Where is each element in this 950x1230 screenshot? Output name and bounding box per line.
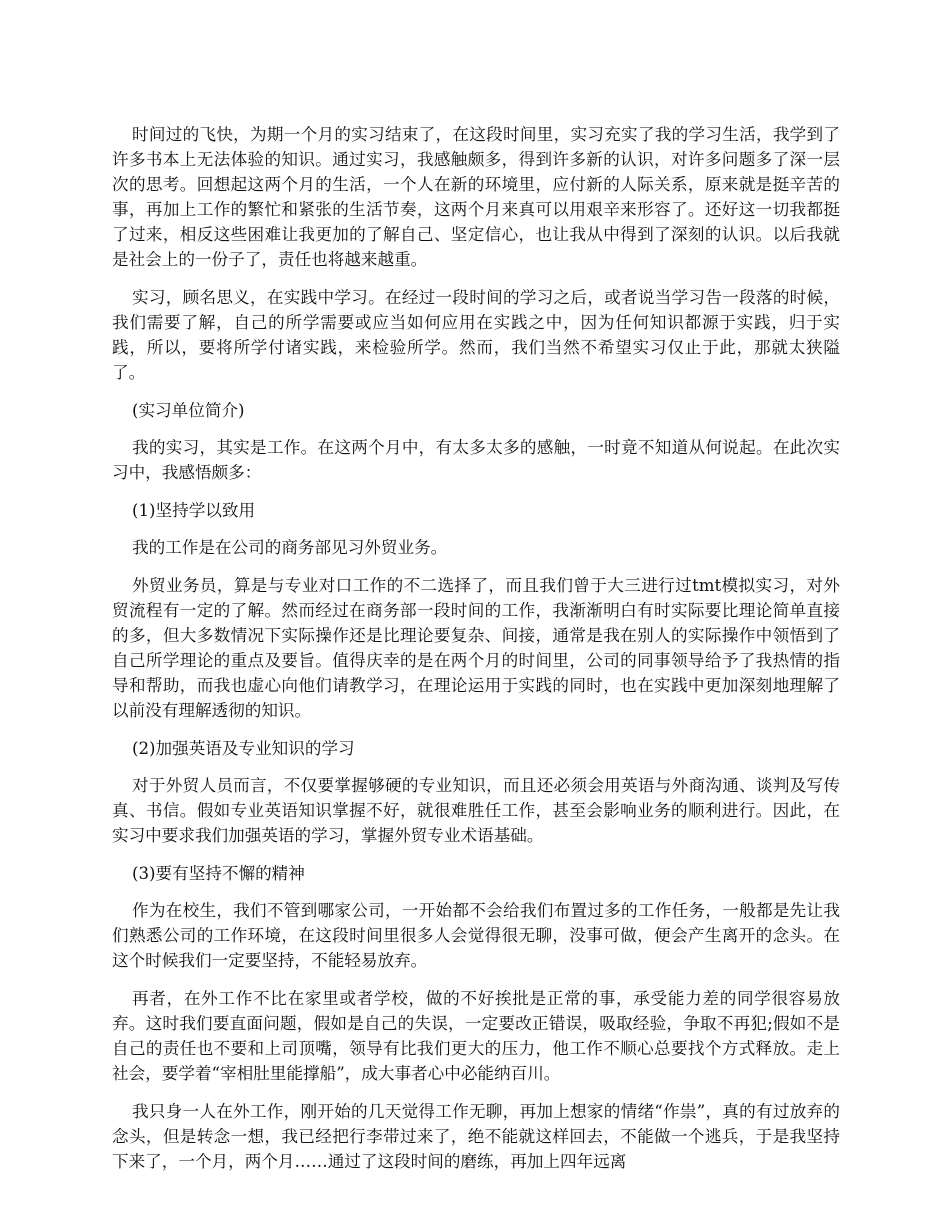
paragraph-working-alone: 我只身一人在外工作，刚开始的几天觉得工作无聊，再加上想家的情绪“作祟”，真的有过放弃的念头，但是转念一想，我已经把行李带过来了，绝不能就这样回去，不能做一个逃兵，于是我坚持下来了，一个月，两个月……通过了这段时间的磨练，再加上四年远离 bbox=[112, 1102, 840, 1171]
document-page bbox=[112, 122, 840, 1187]
paragraph-internship-meaning: 实习，顾名思义，在实践中学习。在经过一段时间的学习之后，或者说当学习告一段落的时候，我们需要了解，自己的所学需要或应当如何应用在实践之中，因为任何知识都源于实践，归于实践，所以，要将所学付诸实践，来检验所学。然而，我们当然不希望实习仅止于此，那就太狭隘了。 bbox=[112, 288, 840, 382]
heading-english-study: (2)加强英语及专业知识的学习 bbox=[132, 739, 355, 758]
heading-persistence: (3)要有坚持不懈的精神 bbox=[132, 864, 305, 883]
paragraph-internship-summary: 时间过的飞快，为期一个月的实习结束了，在这段时间里，实习充实了我的学习生活，我学到了许多书本上无法体验的知识。通过实习，我感触颇多，得到许多新的认识，对许多问题多了深一层次的思考。回想起这两个月的生活，一个人在新的环境里，应付新的人际关系，原来就是挺辛苦的事，再加上工作的繁忙和紧张的生活节奏，这两个月来真可以用艰辛来形容了。还好这一切我都挺了过来，相反这些困难让我更加的了解自己、坚定信心，也让我从中得到了深刻的认识。以后我就是社会上的一份子了，责任也将越来越重。 bbox=[112, 125, 840, 269]
paragraph-student-persistence: 作为在校生，我们不管到哪家公司，一开始都不会给我们布置过多的工作任务，一般都是先让我们熟悉公司的工作环境，在这段时间里很多人会觉得很无聊，没事可做，便会产生离开的念头。在这个时候我们一定要坚持，不能轻易放弃。 bbox=[112, 901, 840, 970]
heading-company-intro: (实习单位简介) bbox=[132, 401, 245, 420]
paragraph-internship-feelings: 我的实习，其实是工作。在这两个月中，有太多太多的感触，一时竟不知道从何说起。在此次实习中，我感悟颇多： bbox=[112, 438, 840, 482]
paragraph-job-description: 我的工作是在公司的商务部见习外贸业务。 bbox=[132, 538, 448, 557]
paragraph-english-importance: 对于外贸人员而言，不仅要掌握够硬的专业知识，而且还必须会用英语与外商沟通、谈判及写传真、书信。假如专业英语知识掌握不好，就很难胜任工作，甚至会影响业务的顺利进行。因此，在实习中要求我们加强英语的学习，掌握外贸专业术语基础。 bbox=[112, 776, 840, 845]
paragraph-trade-practice: 外贸业务员，算是与专业对口工作的不二选择了，而且我们曾于大三进行过tmt模拟实习，对外贸流程有一定的了解。然而经过在商务部一段时间的工作，我渐渐明白有时实际要比理论简单直接的多，但大多数情况下实际操作还是比理论要复杂、间接，通常是我在别人的实际操作中领悟到了自己所学理论的重点及要旨。值得庆幸的是在两个月的时间里，公司的同事领导给予了我热情的指导和帮助，而我也虚心向他们请教学习，在理论运用于实践的同时，也在实践中更加深刻地理解了以前没有理解透彻的知识。 bbox=[112, 576, 840, 720]
paragraph-facing-criticism: 再者，在外工作不比在家里或者学校，做的不好挨批是正常的事，承受能力差的同学很容易放弃。这时我们要直面问题，假如是自己的失误，一定要改正错误，吸取经验，争取不再犯;假如不是自己的责任也不要和上司顶嘴，领导有比我们更大的压力，他工作不顺心总要找个方式释放。走上社会，要学着“宰相肚里能撑船”，成大事者心中必能纳百川。 bbox=[112, 989, 840, 1083]
heading-apply-learning: (1)坚持学以致用 bbox=[132, 501, 256, 520]
